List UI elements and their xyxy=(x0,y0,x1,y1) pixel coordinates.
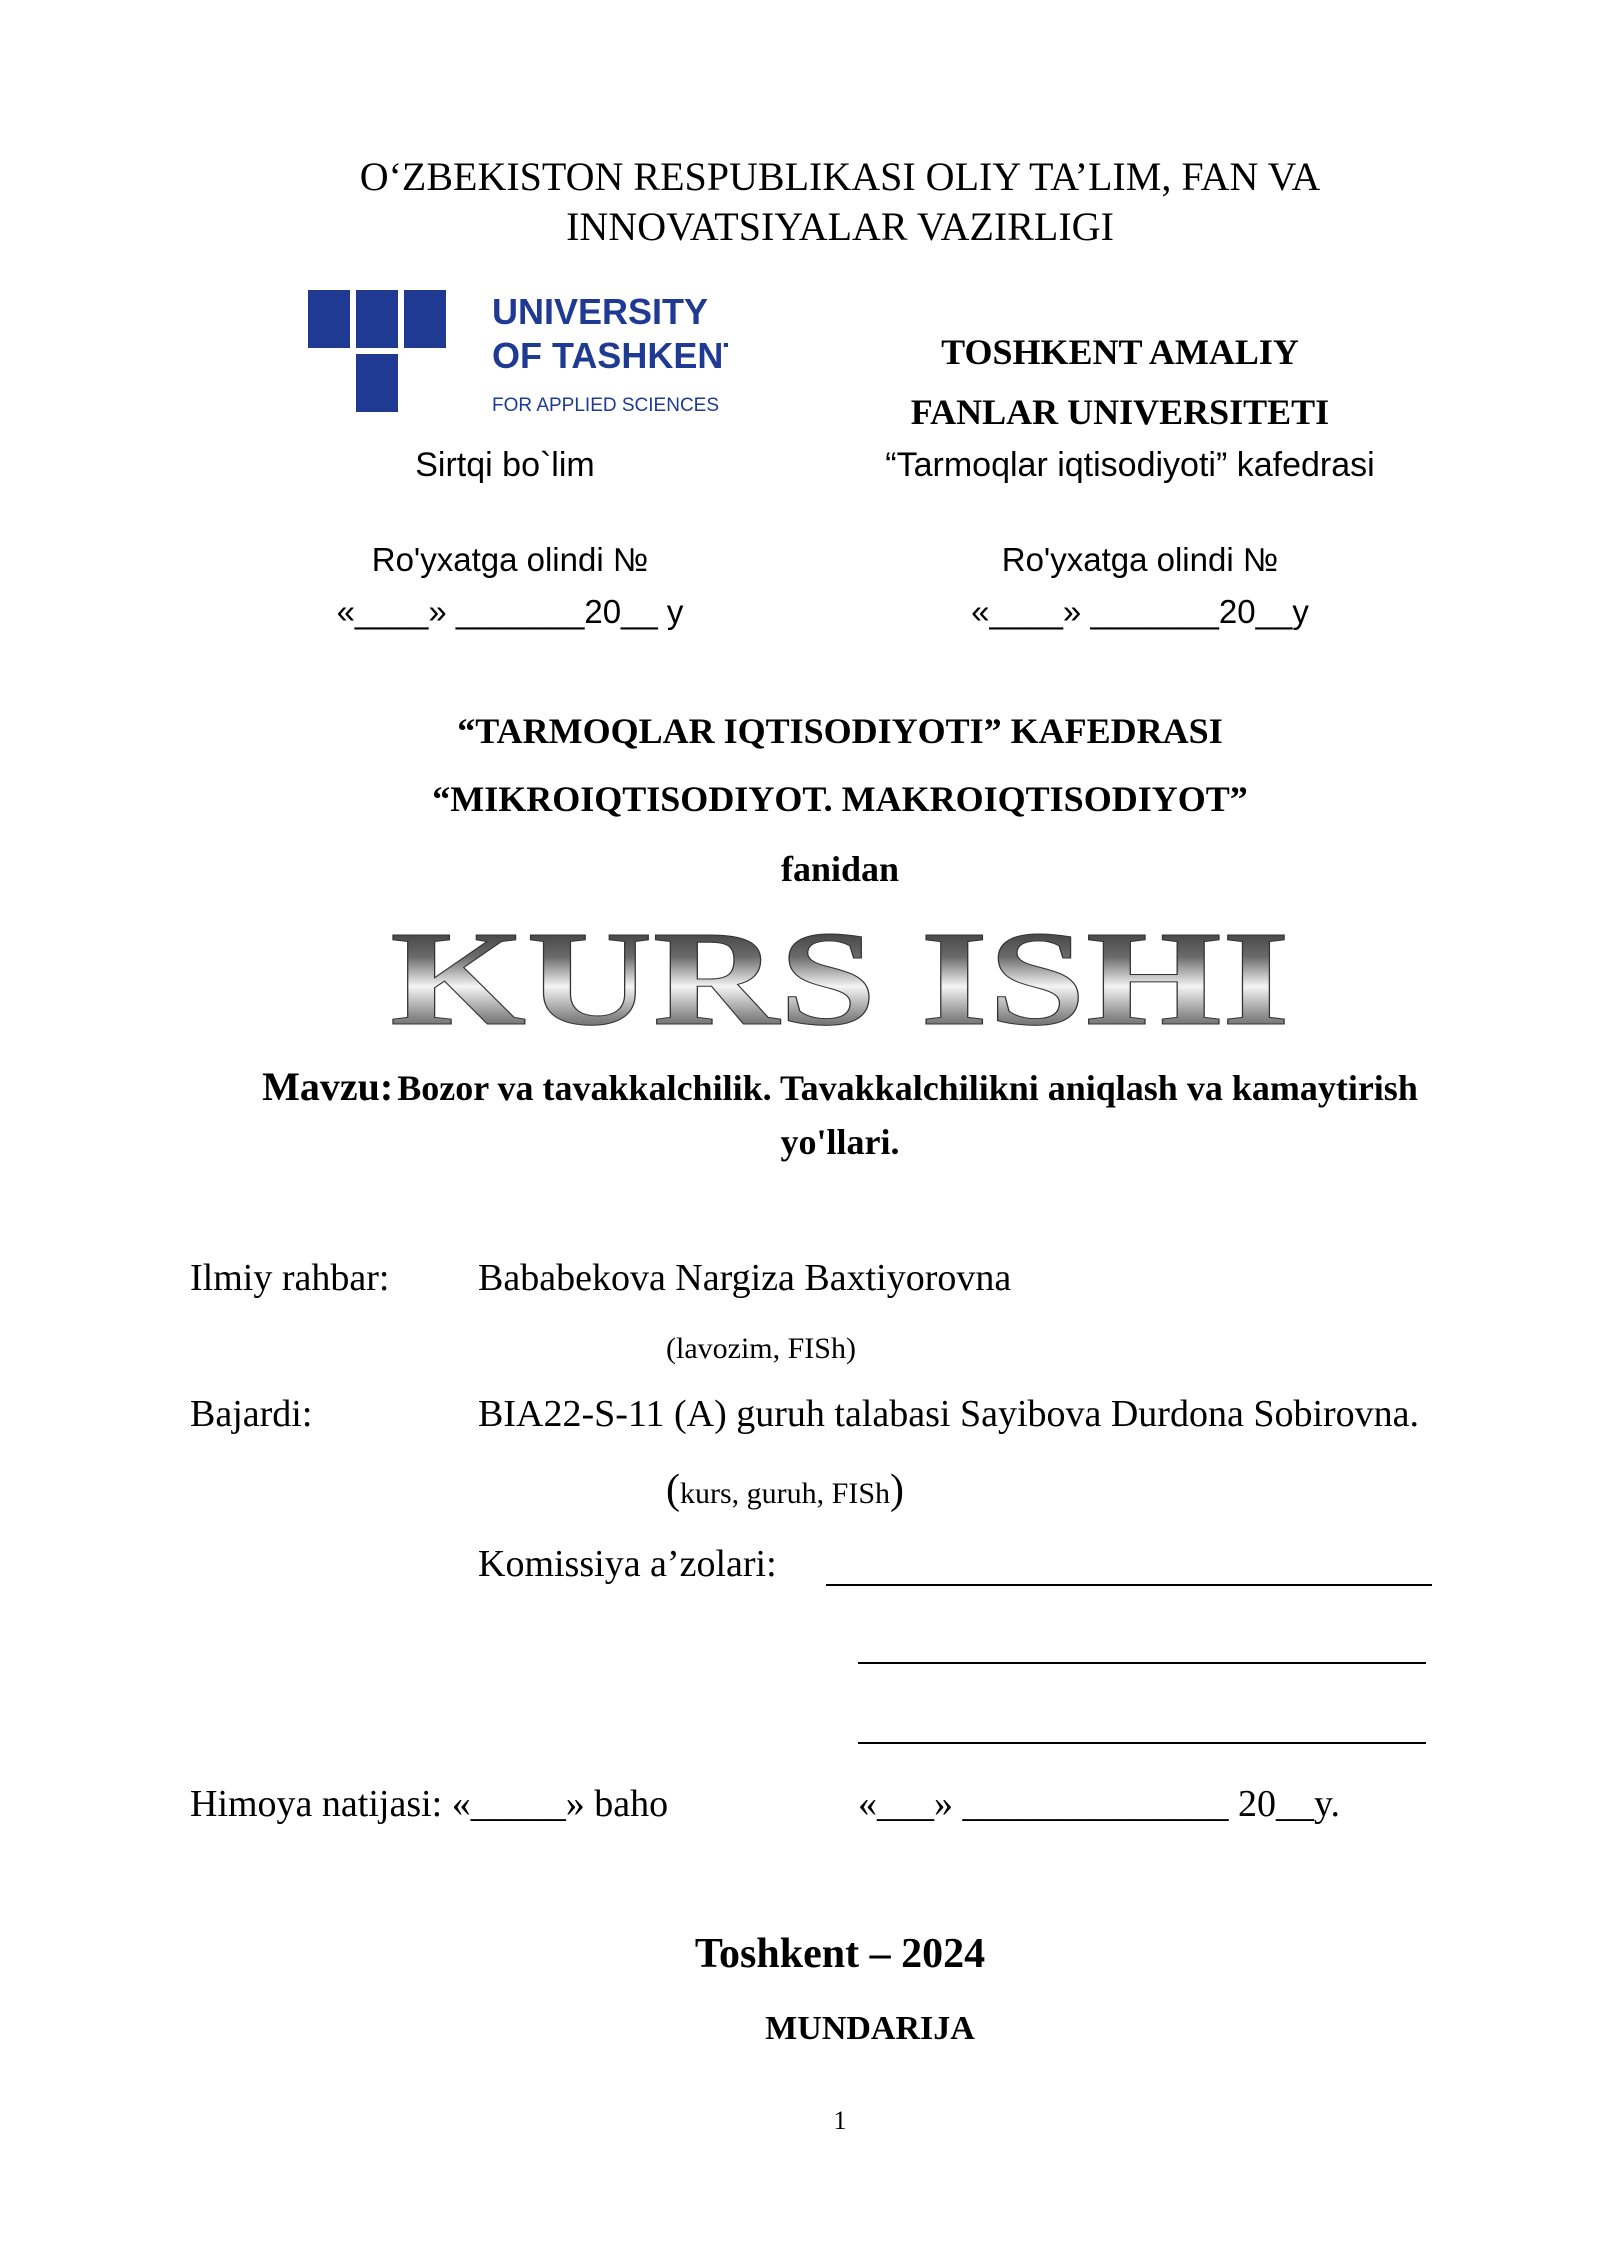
kafedra-title: “TARMOQLAR IQTISODIYOTI” KAFEDRASI xyxy=(457,711,1223,751)
topic xyxy=(200,1064,1480,1173)
logo-text-line-1: UNIVERSITY xyxy=(492,291,709,332)
topic-text: Bozor va tavakkalchilik. Tavakkalchilikni aniqlash va kamaytirish yo'llari. xyxy=(397,1068,1418,1162)
university-name-line-1: TOSHKENT AMALIY xyxy=(941,332,1299,372)
ministry-heading xyxy=(200,152,1480,252)
department-left: Sirtqi bo`lim xyxy=(415,446,595,484)
commission-label: Komissiya a’zolari: xyxy=(478,1543,777,1585)
ministry-line-2: INNOVATSIYALAR VAZIRLIGI xyxy=(566,204,1114,249)
work-type-text: KURS ISHI xyxy=(390,912,1290,1042)
defense-result: Himoya natijasi: «_____» baho xyxy=(190,1783,669,1825)
work-type-banner xyxy=(380,912,1300,1042)
registration-right xyxy=(930,534,1350,638)
city-year: Toshkent – 2024 xyxy=(694,1931,986,1977)
registration-right-label: Ro'yxatga olindi № xyxy=(1001,541,1279,578)
registration-left-label: Ro'yxatga olindi № xyxy=(371,541,649,578)
performer-label: Bajardi: xyxy=(190,1393,313,1435)
commission-signature-line xyxy=(826,1584,1432,1586)
performer-note-text: kurs, guruh, FISh xyxy=(680,1477,891,1510)
fanidan-label: fanidan xyxy=(780,849,900,889)
subject-title: “MIKROIQTISODIYOT. MAKROIQTISODIYOT” xyxy=(432,779,1248,819)
registration-left-date: «____» _______20__ y xyxy=(336,593,684,630)
performer-note-open: ( xyxy=(666,1467,680,1513)
defense-date: «___» ______________ 20__y. xyxy=(858,1783,1341,1825)
registration-right-date: «____» _______20__y xyxy=(971,593,1309,630)
university-name-line-2: FANLAR UNIVERSITETI xyxy=(910,392,1330,432)
page-number: 1 xyxy=(833,2106,847,2135)
logo-text-line-3: FOR APPLIED SCIENCES xyxy=(492,395,720,416)
contents-title: MUNDARIJA xyxy=(765,2010,975,2047)
department-right: “Tarmoqlar iqtisodiyoti” kafedrasi xyxy=(885,446,1375,484)
commission-signature-line xyxy=(858,1742,1426,1744)
performer-note xyxy=(666,1466,904,1514)
commission-signature-line xyxy=(858,1662,1426,1664)
supervisor-label: Ilmiy rahbar: xyxy=(190,1257,390,1299)
supervisor-name: Bababekova Nargiza Baxtiyorovna xyxy=(478,1257,1012,1299)
university-logo xyxy=(308,288,728,423)
performer-note-close: ) xyxy=(890,1467,905,1513)
topic-label: Mavzu: xyxy=(262,1064,394,1109)
ministry-line-1: O‘ZBEKISTON RESPUBLIKASI OLIY TA’LIM, FAN VA xyxy=(359,154,1321,199)
supervisor-note: (lavozim, FISh) xyxy=(666,1332,856,1365)
university-logo-mark xyxy=(308,288,728,423)
work-type-art xyxy=(380,912,1300,1042)
registration-left xyxy=(300,534,720,638)
university-name xyxy=(860,322,1380,442)
logo-text-line-2: OF TASHKENT xyxy=(492,335,728,376)
performer-value: BIA22-S-11 (A) guruh talabasi Sayibova Durdona Sobirovna. xyxy=(478,1393,1420,1435)
